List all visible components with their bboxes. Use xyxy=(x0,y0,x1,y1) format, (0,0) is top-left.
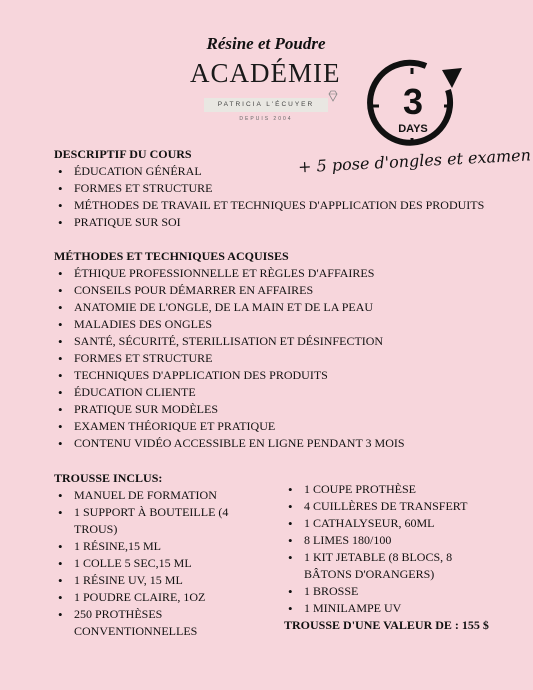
methodes-title: MÉTHODES ET TECHNIQUES ACQUISES xyxy=(54,249,289,263)
trousse-right-list xyxy=(284,481,484,617)
list-item: • PRATIQUE SUR SOI xyxy=(54,214,484,231)
descriptif-title: DESCRIPTIF DU COURS xyxy=(54,147,192,161)
list-item: • TECHNIQUES D'APPLICATION DES PRODUITS xyxy=(54,367,405,384)
list-item: • ANATOMIE DE L'ONGLE, DE LA MAIN ET DE LA PEAU xyxy=(54,299,405,316)
list-item: • 1 POUDRE CLAIRE, 1OZ xyxy=(54,589,254,606)
list-item: • 1 MINILAMPE UV xyxy=(284,600,484,617)
list-item: • FORMES ET STRUCTURE xyxy=(54,350,405,367)
list-item: • CONSEILS POUR DÉMARRER EN AFFAIRES xyxy=(54,282,405,299)
list-item: • 250 PROTHÈSES CONVENTIONNELLES xyxy=(54,606,254,640)
days-label: DAYS xyxy=(398,123,428,135)
list-item: • EXAMEN THÉORIQUE ET PRATIQUE xyxy=(54,418,405,435)
list-item: • 1 RÉSINE UV, 15 ML xyxy=(54,572,254,589)
methodes-list xyxy=(54,265,405,452)
days-number: 3 xyxy=(402,81,424,122)
list-item: • FORMES ET STRUCTURE xyxy=(54,180,484,197)
list-item: • CONTENU VIDÉO ACCESSIBLE EN LIGNE PENDANT 3 MOIS xyxy=(54,435,405,452)
list-item: • 1 COUPE PROTHÈSE xyxy=(284,481,484,498)
list-item: • MALADIES DES ONGLES xyxy=(54,316,405,333)
plus-note: + 5 pose d'ongles et examen xyxy=(297,145,532,177)
descriptif-list xyxy=(54,163,484,231)
academie-logo-text: ACADÉMIE xyxy=(190,58,341,88)
list-item: • 1 SUPPORT À BOUTEILLE (4 TROUS) xyxy=(54,504,254,538)
list-item: • 1 COLLE 5 SEC,15 ML xyxy=(54,555,254,572)
list-item: • ÉDUCATION GÉNÉRAL xyxy=(54,163,484,180)
list-item: • ÉDUCATION CLIENTE xyxy=(54,384,405,401)
trousse-left-list xyxy=(54,487,254,640)
list-item: • PRATIQUE SUR MODÈLES xyxy=(54,401,405,418)
list-item: • 8 LIMES 180/100 xyxy=(284,532,484,549)
diamond-icon xyxy=(327,90,339,102)
list-item: • 4 CUILLÈRES DE TRANSFERT xyxy=(284,498,484,515)
patricia-banner: PATRICIA L'ÉCUYER xyxy=(204,98,328,112)
list-item: • 1 RÉSINE,15 ML xyxy=(54,538,254,555)
list-item: • 1 BROSSE xyxy=(284,583,484,600)
tagline: Résine et Poudre xyxy=(206,34,326,53)
list-item: • 1 CATHALYSEUR, 60ML xyxy=(284,515,484,532)
trousse-title: TROUSSE INCLUS: xyxy=(54,471,163,485)
list-item: • ÉTHIQUE PROFESSIONNELLE ET RÈGLES D'AFFAIRES xyxy=(54,265,405,282)
clock-arrow-icon xyxy=(364,58,464,154)
list-item: • MANUEL DE FORMATION xyxy=(54,487,254,504)
depuis-text: DEPUIS 2004 xyxy=(239,116,293,122)
list-item: • SANTÉ, SÉCURITÉ, STERILLISATION ET DÉSINFECTION xyxy=(54,333,405,350)
trousse-total: TROUSSE D'UNE VALEUR DE : 155 $ xyxy=(284,618,489,632)
list-item: • MÉTHODES DE TRAVAIL ET TECHNIQUES D'APPLICATION DES PRODUITS xyxy=(54,197,484,214)
list-item: • 1 KIT JETABLE (8 BLOCS, 8 BÂTONS D'ORANGERS) xyxy=(284,549,484,583)
